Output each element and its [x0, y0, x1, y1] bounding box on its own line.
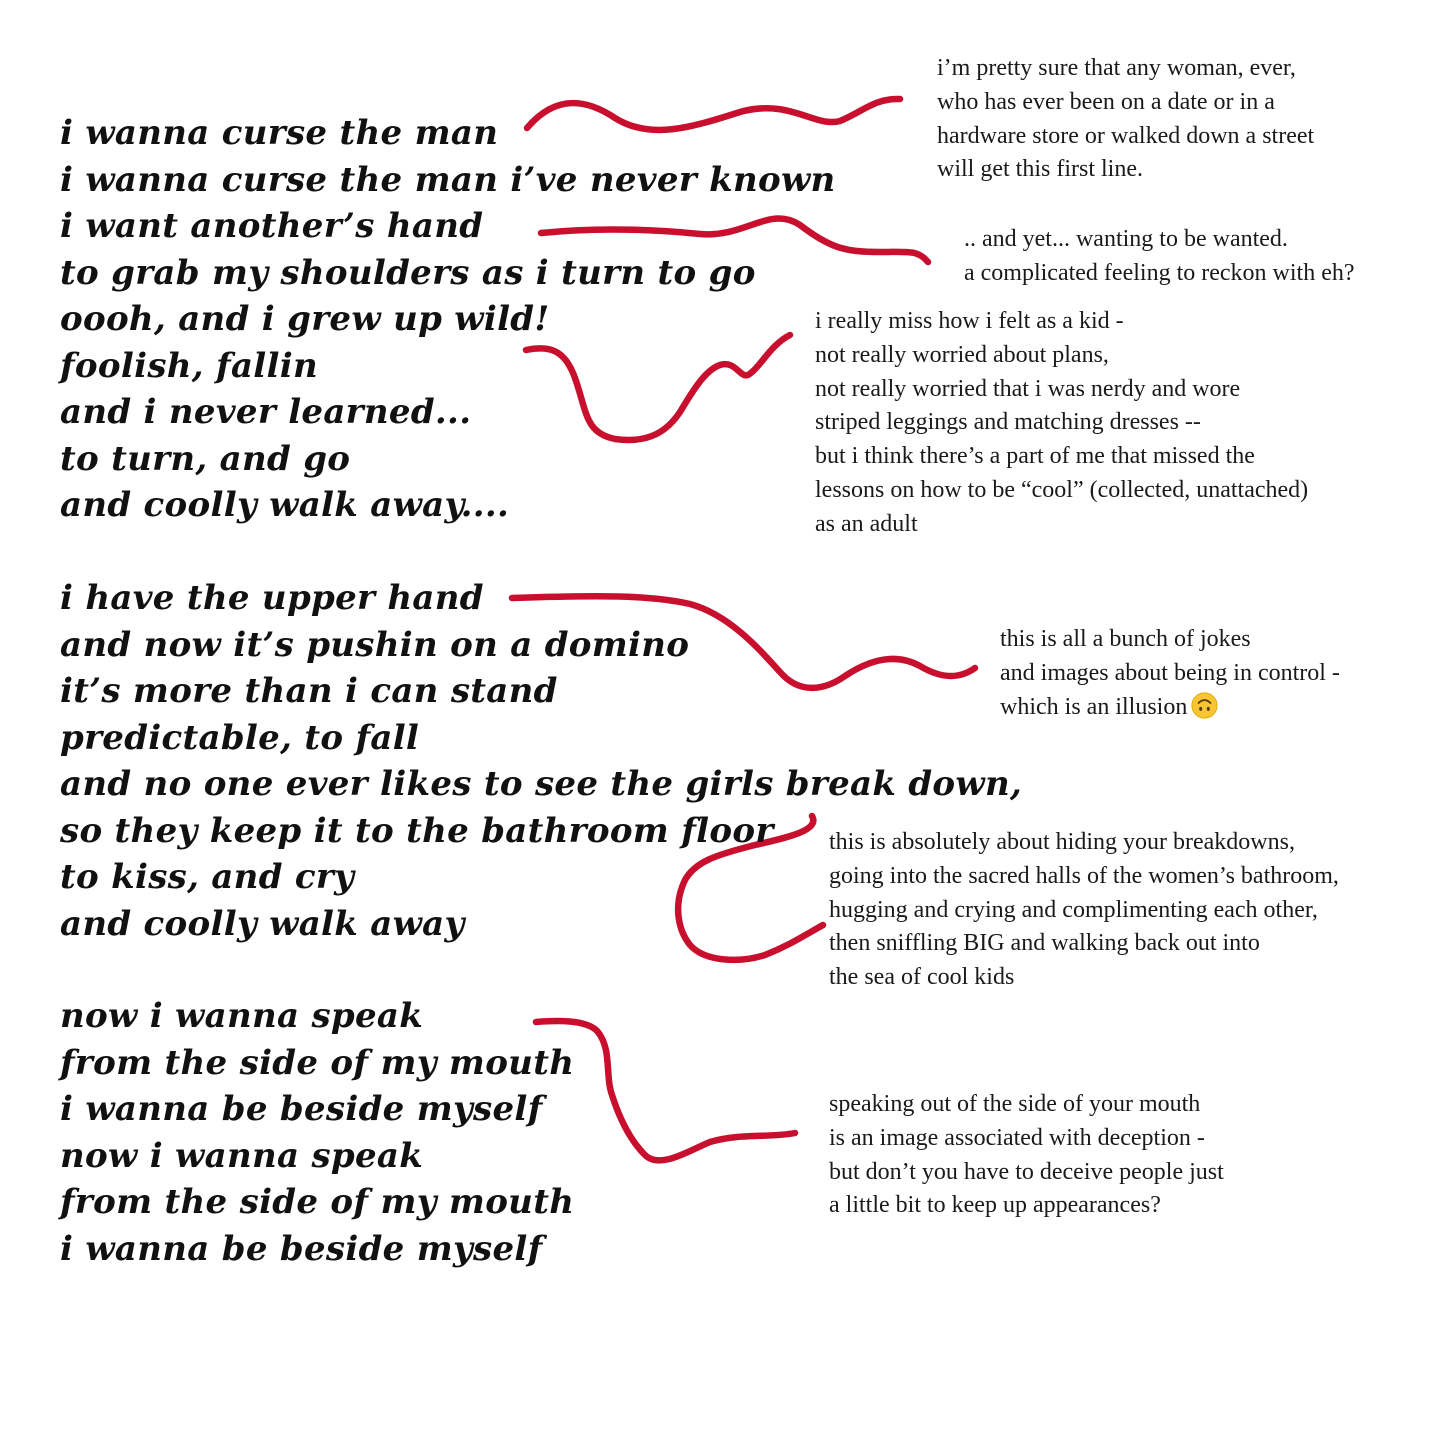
annotation-line: .. and yet... wanting to be wanted. — [964, 226, 1288, 252]
lyric-line: i wanna be beside myself — [60, 1228, 543, 1269]
lyric-line: and i never learned... — [60, 392, 472, 432]
upside-down-face-icon — [1191, 692, 1218, 719]
annotation-line: a complicated feeling to reckon with eh? — [964, 259, 1355, 286]
annotation-line: speaking out of the side of your mouth — [829, 1091, 1201, 1117]
annotation-text: which is an illusion — [1000, 693, 1188, 720]
annotation-line: going into the sacred halls of the women’s bathroom, — [829, 862, 1339, 889]
annotation-note-5 — [829, 826, 1339, 995]
annotation-line: as an adult — [815, 510, 918, 537]
annotation-note-4 — [1000, 623, 1340, 724]
annotation-line: who has ever been on a date or in a — [937, 88, 1275, 115]
lyric-line: now i wanna speak — [60, 996, 424, 1036]
lyric-line: to kiss, and cry — [60, 857, 355, 897]
annotation-line: but i think there’s a part of me that missed the — [815, 443, 1255, 470]
annotation-line: hardware store or walked down a street — [937, 122, 1315, 149]
annotation-line: the sea of cool kids — [829, 964, 1015, 991]
lyric-line: it’s more than i can stand — [60, 671, 558, 711]
annotation-note-2 — [964, 223, 1355, 291]
lyric-line: predictable, to fall — [60, 717, 420, 758]
annotation-line: hugging and crying and complimenting each other, — [829, 896, 1318, 923]
lyric-line: oooh, and i grew up wild! — [60, 299, 550, 339]
lyric-line: and coolly walk away.... — [60, 485, 510, 525]
annotation-line: will get this first line. — [937, 156, 1143, 183]
lyric-line: from the side of my mouth — [60, 1042, 575, 1083]
lyric-line: i want another’s hand — [60, 206, 484, 246]
annotation-line: a little bit to keep up appearances? — [829, 1192, 1161, 1219]
annotation-line: is an image associated with deception - — [829, 1124, 1205, 1151]
lyric-line: from the side of my mouth — [60, 1182, 575, 1222]
lyric-line: now i wanna speak — [60, 1135, 424, 1176]
lyrics-stanza-1 — [60, 110, 836, 529]
annotation-line: this is all a bunch of jokes — [1000, 626, 1251, 652]
annotation-line: and images about being in control - — [1000, 659, 1340, 686]
lyric-line: and no one ever likes to see the girls break down, — [60, 764, 1023, 804]
lyric-line: i wanna be beside myself — [60, 1089, 543, 1129]
annotation-line: i really miss how i felt as a kid - — [815, 308, 1124, 334]
annotation-line-with-emoji — [1000, 691, 1340, 725]
annotation-line: i’m pretty sure that any woman, ever, — [937, 55, 1296, 81]
annotation-line: striped leggings and matching dresses -- — [815, 409, 1201, 436]
annotation-line: then sniffling BIG and walking back out into — [829, 930, 1260, 957]
lyric-line: to grab my shoulders as i turn to go — [60, 252, 756, 293]
lyric-line: i wanna curse the man i’ve never known — [60, 159, 836, 200]
annotation-note-3 — [815, 305, 1308, 542]
lyric-line: i wanna curse the man — [60, 113, 499, 153]
lyrics-stanza-3 — [60, 993, 574, 1272]
annotation-line: lessons on how to be “cool” (collected, unattached) — [815, 476, 1309, 503]
annotation-line: not really worried that i was nerdy and wore — [815, 375, 1241, 402]
connector-squiggle-6 — [536, 1021, 795, 1160]
lyric-line: to turn, and go — [60, 438, 351, 479]
lyric-line: i have the upper hand — [60, 578, 484, 618]
annotation-line: not really worried about plans, — [815, 341, 1109, 368]
lyric-line: foolish, fallin — [60, 345, 318, 386]
lyric-line: and now it’s pushin on a domino — [60, 624, 690, 665]
annotation-note-6 — [829, 1088, 1224, 1223]
lyric-line: so they keep it to the bathroom floor — [60, 810, 774, 851]
annotation-line: but don’t you have to deceive people just — [829, 1158, 1224, 1185]
annotation-note-1 — [937, 52, 1314, 187]
annotation-line: this is absolutely about hiding your breakdowns, — [829, 829, 1295, 855]
lyric-line: and coolly walk away — [60, 903, 465, 944]
